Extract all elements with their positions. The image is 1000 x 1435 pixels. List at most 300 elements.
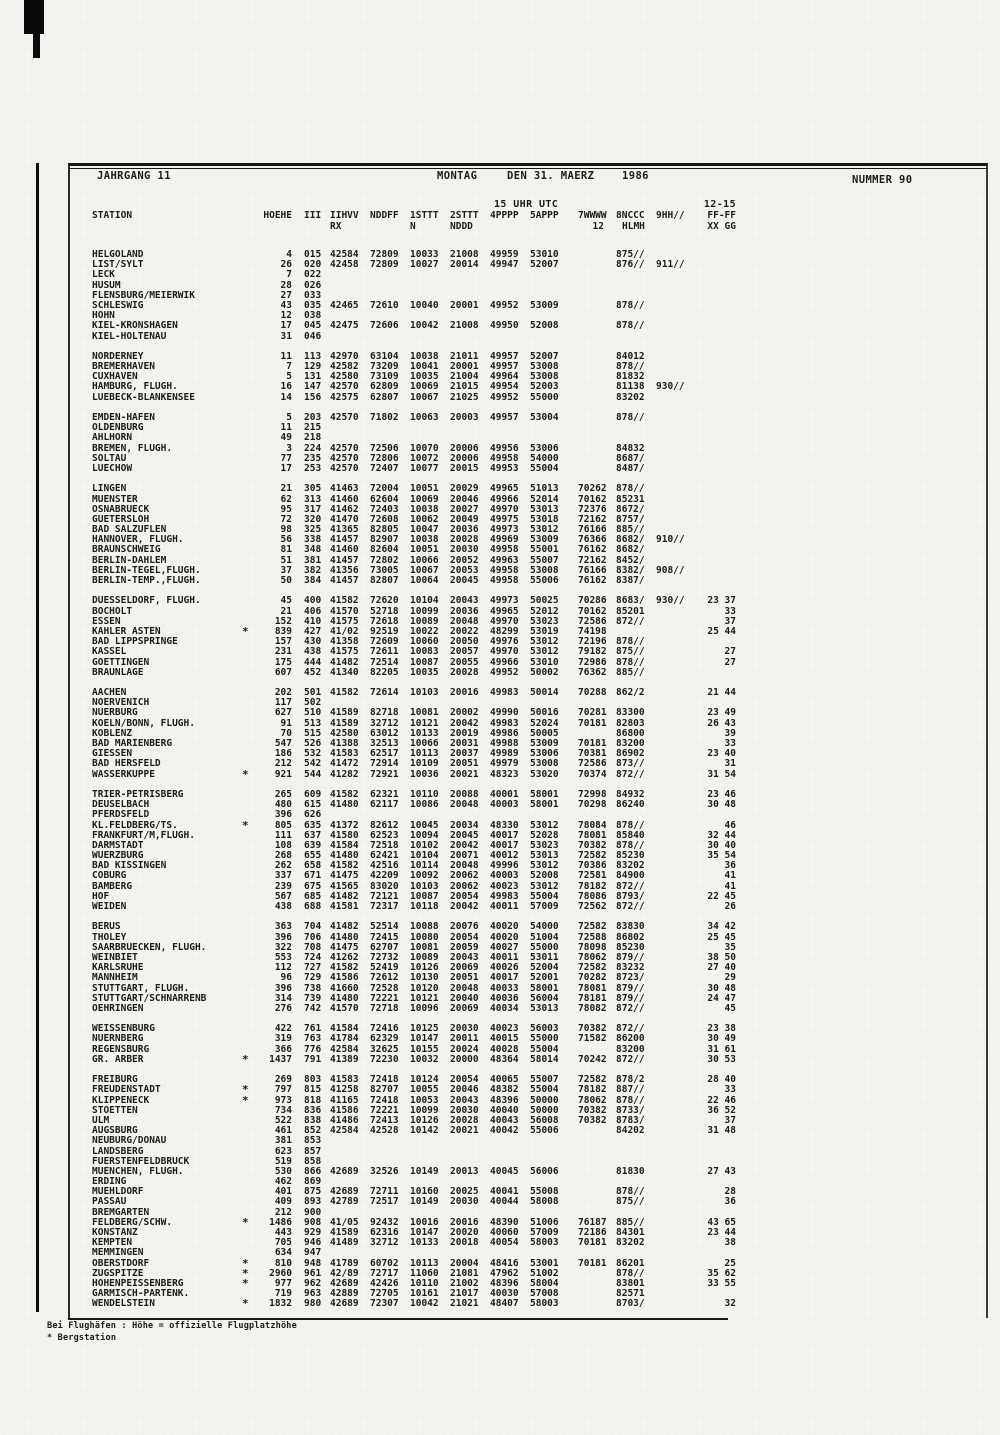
height-value: 157 [274, 636, 292, 648]
group-4pppp: 40017 [490, 972, 519, 984]
station-id: 761 [304, 1023, 322, 1035]
group-2sttt: 20040 [450, 992, 479, 1004]
station-name: DARMSTADT [92, 839, 144, 851]
mountain-station-icon [242, 484, 258, 494]
group-1sttt: 10042 [410, 320, 439, 332]
station-id: 526 [304, 738, 322, 749]
group-9hh [656, 413, 696, 423]
height-value: 43 [280, 299, 292, 311]
group-nddff: 63012 [370, 727, 399, 739]
height-value: 98 [280, 524, 292, 536]
table-row [70, 1106, 986, 1116]
wind-values: 36 [724, 860, 736, 872]
group-8nccc: 862/2 [616, 687, 645, 699]
table-row [70, 576, 986, 586]
mountain-station-icon [242, 1167, 258, 1177]
group-1sttt: 10099 [410, 605, 439, 617]
group-9hh [656, 810, 696, 820]
group-2sttt: 20014 [450, 259, 479, 271]
group-7wwww [570, 382, 616, 392]
group-1sttt: 10120 [410, 982, 439, 994]
station-name: STUTTGART, FLUGH. [92, 982, 190, 994]
wind-values: 25 45 [707, 931, 736, 943]
group-2sttt [450, 423, 490, 433]
height-value: 112 [274, 962, 292, 974]
station-name: KEMPTEN [92, 1237, 133, 1249]
group-8nccc: 878// [616, 1186, 645, 1198]
station-name: MUEHLDORF [92, 1186, 144, 1198]
station-id: 381 [304, 554, 322, 566]
group-7wwww: 72582 [578, 1074, 607, 1086]
wind-values: 30 40 [707, 839, 736, 851]
wind-values: 23 49 [707, 707, 736, 719]
group-8nccc: 84301 [616, 1227, 645, 1238]
group-5appp: 53006 [530, 442, 559, 454]
group-5appp: 56004 [530, 992, 559, 1004]
footer-note-airports: Bei Flughäfen : Höhe = offizielle Flugplatzhöhe [47, 1321, 297, 1331]
group-1sttt: 10080 [410, 931, 439, 943]
group-1sttt: 10032 [410, 1053, 439, 1065]
group-4pppp: 40042 [490, 1125, 519, 1137]
group-9hh [656, 688, 696, 698]
group-8nccc [616, 332, 656, 342]
wind-values: 38 50 [707, 951, 736, 963]
group-2sttt: 21011 [450, 350, 479, 362]
table-row [70, 719, 986, 729]
group-iihvv: 41482 [330, 656, 359, 668]
station-id: 015 [304, 249, 322, 260]
height-value: 319 [274, 1033, 292, 1045]
wind-values: 41 [724, 880, 736, 892]
table-row [70, 515, 986, 525]
group-2sttt: 21021 [450, 1298, 479, 1310]
group-7wwww: 72186 [578, 1227, 607, 1238]
mountain-station-icon [242, 647, 258, 657]
group-5appp: 53008 [530, 758, 559, 770]
group-8nccc: 879// [616, 992, 645, 1004]
group-2sttt: 20062 [450, 880, 479, 892]
group-iihvv: 41340 [330, 666, 359, 678]
mountain-station-icon: * [242, 1266, 249, 1280]
group-iihvv: 41460 [330, 493, 359, 505]
group-1sttt: 10069 [410, 381, 439, 393]
wind-values: 26 43 [707, 717, 736, 729]
group-2sttt: 20031 [450, 738, 479, 749]
group-nddff: 62329 [370, 1033, 399, 1045]
group-7wwww: 78084 [578, 819, 607, 831]
group-9hh [656, 607, 696, 617]
table-row [70, 1045, 986, 1055]
station-name: BERLIN-DAHLEM [92, 554, 167, 566]
group-4pppp: 40011 [490, 951, 519, 963]
station-name: STUTTGART/SCHNARRENB [92, 992, 207, 1004]
wind-values: 41 [724, 870, 736, 882]
group-2sttt: 20016 [450, 687, 479, 699]
height-value: 50 [280, 575, 292, 586]
group-7wwww: 72196 [578, 636, 607, 648]
group-2sttt: 20003 [450, 412, 479, 423]
group-7wwww: 70288 [578, 687, 607, 699]
group-9hh [656, 1085, 696, 1095]
group-7wwww: 70242 [578, 1053, 607, 1065]
group-9hh [656, 332, 696, 342]
group-nddff: 72528 [370, 982, 399, 994]
group-5appp: 54000 [530, 921, 559, 933]
mountain-station-icon [242, 1147, 258, 1157]
wind-values: 36 [724, 1196, 736, 1208]
station-name: KASSEL [92, 646, 127, 658]
group-7wwww: 70262 [578, 483, 607, 495]
table-row [70, 1075, 986, 1085]
group-5appp: 52024 [530, 717, 559, 729]
group-1sttt [410, 1147, 450, 1157]
station-id: 038 [304, 310, 322, 322]
station-name: BREMEN, FLUGH. [92, 442, 173, 454]
group-5appp: 53012 [530, 646, 559, 658]
group-9hh [656, 1075, 696, 1085]
wind-values: 37 [724, 615, 736, 627]
group-iihvv: 41581 [330, 901, 359, 912]
group-2sttt: 20036 [450, 524, 479, 536]
group-7wwww: 72998 [578, 788, 607, 800]
group-nddff: 62421 [370, 850, 399, 862]
mountain-station-icon [242, 423, 258, 433]
group-4pppp [490, 1147, 530, 1157]
group-1sttt: 10149 [410, 1165, 439, 1177]
group-5appp: 50025 [530, 595, 559, 607]
mountain-station-icon [242, 372, 258, 382]
table-row [70, 1116, 986, 1126]
group-7wwww [570, 1289, 616, 1299]
group-8nccc: 84012 [616, 350, 645, 362]
group-nddff: 62517 [370, 748, 399, 760]
group-8nccc: 81832 [616, 371, 645, 383]
height-value: 91 [280, 717, 292, 729]
station-id: 045 [304, 320, 322, 332]
group-5appp [530, 332, 570, 342]
group-iihvv: 41356 [330, 564, 359, 576]
group-8nccc: 878// [616, 1267, 645, 1279]
group-2sttt: 20054 [450, 931, 479, 943]
group-iihvv: 41589 [330, 717, 359, 729]
height-value: 231 [274, 646, 292, 658]
group-8nccc: 86902 [616, 748, 645, 760]
height-value: 797 [274, 1084, 292, 1096]
group-iihvv: 42970 [330, 350, 359, 362]
group-1sttt: 10109 [410, 758, 439, 770]
station-id: 427 [304, 625, 322, 637]
group-2sttt: 21025 [450, 391, 479, 403]
table-row [70, 311, 986, 321]
group-8nccc: 872// [616, 901, 645, 912]
group-9hh [656, 719, 696, 729]
mountain-station-icon [242, 943, 258, 953]
table-row [70, 668, 986, 678]
group-nddff: 72517 [370, 1196, 399, 1208]
volume-label: JAHRGANG 11 [97, 170, 171, 182]
station-id: 218 [304, 432, 322, 444]
col-hlmh: HLMH [622, 220, 645, 232]
table-row [70, 729, 986, 739]
height-value: 363 [274, 921, 292, 933]
station-id: 929 [304, 1227, 322, 1238]
group-5appp: 58001 [530, 799, 559, 811]
group-4pppp: 40065 [490, 1074, 519, 1086]
group-nddff: 72121 [370, 890, 399, 902]
group-2sttt: 20051 [450, 758, 479, 770]
group-iihvv: 41457 [330, 534, 359, 546]
mountain-station-icon [242, 871, 258, 881]
mountain-station-icon [242, 433, 258, 443]
group-5appp: 53023 [530, 615, 559, 627]
group-7wwww: 78062 [578, 1094, 607, 1106]
group-9hh [656, 545, 696, 555]
group-nddff: 72717 [370, 1267, 399, 1279]
height-value: 634 [274, 1247, 292, 1259]
group-1sttt: 10038 [410, 503, 439, 515]
mountain-station-icon [242, 973, 258, 983]
group-2sttt: 21002 [450, 1277, 479, 1289]
group-2sttt: 21008 [450, 249, 479, 260]
station-block [70, 484, 986, 586]
wind-values [696, 270, 740, 280]
group-1sttt: 10070 [410, 442, 439, 454]
group-9hh [656, 922, 696, 932]
group-2sttt: 21004 [450, 371, 479, 383]
group-7wwww [570, 1136, 616, 1146]
group-5appp: 50000 [530, 1094, 559, 1106]
group-1sttt: 10064 [410, 575, 439, 586]
group-4pppp: 49973 [490, 524, 519, 536]
group-4pppp: 49970 [490, 646, 519, 658]
group-1sttt: 10063 [410, 412, 439, 423]
station-id: 253 [304, 462, 322, 474]
group-5appp: 52008 [530, 870, 559, 882]
wind-values: 23 38 [707, 1023, 736, 1035]
mountain-station-icon [242, 1106, 258, 1116]
mountain-station-icon [242, 515, 258, 525]
station-name: LUECHOW [92, 462, 133, 474]
group-2sttt: 20071 [450, 850, 479, 862]
station-name: HOHN [92, 310, 115, 322]
station-name: BAD HERSFELD [92, 758, 161, 770]
group-7wwww [570, 1147, 616, 1157]
station-name: DUESSELDORF, FLUGH. [92, 595, 201, 607]
height-value: 212 [274, 1206, 292, 1218]
height-value: 72 [280, 513, 292, 525]
wind-values [696, 332, 740, 342]
group-7wwww: 72376 [578, 503, 607, 515]
group-iihvv: 41660 [330, 982, 359, 994]
group-nddff: 73209 [370, 361, 399, 373]
group-7wwww: 72588 [578, 931, 607, 943]
group-5appp: 53012 [530, 860, 559, 872]
height-value: 11 [280, 350, 292, 362]
station-id: 791 [304, 1053, 322, 1065]
station-id: 658 [304, 860, 322, 872]
wind-values: 45 [724, 1002, 736, 1014]
station-id: 655 [304, 850, 322, 862]
group-2sttt [450, 281, 490, 291]
group-1sttt: 10089 [410, 615, 439, 627]
group-4pppp [490, 332, 530, 342]
table-row [70, 260, 986, 270]
height-value: 409 [274, 1196, 292, 1208]
station-name: KOBLENZ [92, 727, 133, 739]
group-nddff: 52514 [370, 921, 399, 933]
wind-values: 22 46 [707, 1094, 736, 1106]
mountain-station-icon [242, 1126, 258, 1136]
wind-values: 36 52 [707, 1104, 736, 1116]
group-4pppp: 40001 [490, 788, 519, 800]
group-7wwww: 76166 [578, 564, 607, 576]
group-9hh [656, 994, 696, 1004]
group-iihvv: 41489 [330, 1237, 359, 1249]
group-nddff: 72221 [370, 1104, 399, 1116]
group-4pppp: 48364 [490, 1053, 519, 1065]
wind-values: 30 48 [707, 799, 736, 811]
col-8nccc: 8NCCC [616, 210, 645, 221]
group-5appp: 50014 [530, 687, 559, 699]
period-label: 12-15 [703, 199, 736, 210]
group-1sttt [410, 1136, 450, 1146]
group-7wwww: 70281 [578, 707, 607, 719]
group-nddff: 42516 [370, 860, 399, 872]
group-7wwww: 70162 [578, 605, 607, 617]
group-iihvv [330, 423, 370, 433]
group-1sttt: 10102 [410, 839, 439, 851]
group-9hh [656, 1116, 696, 1126]
mountain-station-icon: * [47, 1333, 53, 1343]
wind-values [696, 393, 740, 403]
station-name: WUERZBURG [92, 850, 144, 862]
height-value: 81 [280, 544, 292, 556]
station-name: LIST/SYLT [92, 259, 144, 271]
height-value: 21 [280, 483, 292, 495]
group-5appp: 57009 [530, 901, 559, 912]
group-4pppp: 40034 [490, 1002, 519, 1014]
group-nddff: 92519 [370, 625, 399, 637]
station-name: LINGEN [92, 483, 127, 495]
group-7wwww: 70282 [578, 972, 607, 984]
station-block [70, 790, 986, 912]
group-4pppp: 49952 [490, 391, 519, 403]
group-4pppp: 49952 [490, 666, 519, 678]
group-2sttt [450, 1147, 490, 1157]
wind-values: 43 65 [707, 1216, 736, 1228]
group-iihvv: 41472 [330, 758, 359, 770]
group-iihvv: 41580 [330, 829, 359, 841]
group-iihvv: 41480 [330, 931, 359, 943]
group-nddff: 72514 [370, 656, 399, 668]
mountain-station-icon [242, 576, 258, 586]
station-block [70, 688, 986, 780]
height-value: 239 [274, 880, 292, 892]
station-table-body [70, 250, 986, 1320]
group-4pppp: 40044 [490, 1196, 519, 1208]
station-id: 532 [304, 748, 322, 760]
station-id: 438 [304, 646, 322, 658]
group-9hh [656, 444, 696, 454]
height-value: 4 [286, 249, 292, 260]
group-iihvv: 41582 [330, 595, 359, 607]
wind-values [696, 1136, 740, 1146]
group-nddff [370, 332, 410, 342]
group-7wwww: 72162 [578, 554, 607, 566]
group-9hh [656, 1218, 696, 1228]
group-7wwww [570, 1126, 616, 1136]
group-9hh [656, 1228, 696, 1238]
table-row [70, 953, 986, 963]
station-id: 738 [304, 982, 322, 994]
group-9hh [656, 1004, 696, 1014]
group-1sttt: 10147 [410, 1033, 439, 1045]
group-4pppp: 40033 [490, 982, 519, 994]
group-2sttt: 20054 [450, 890, 479, 902]
station-name: ZUGSPITZE [92, 1267, 144, 1279]
station-name: COBURG [92, 870, 127, 882]
group-nddff: 32526 [370, 1165, 399, 1177]
group-8nccc: 878// [616, 320, 645, 332]
col-rx: RX [330, 220, 342, 232]
station-id: 815 [304, 1084, 322, 1096]
group-7wwww [570, 423, 616, 433]
group-iihvv: 41575 [330, 615, 359, 627]
wind-values [696, 668, 740, 678]
group-9hh [656, 576, 696, 586]
group-iihvv: 41388 [330, 738, 359, 749]
station-name: REGENSBURG [92, 1043, 150, 1055]
station-block [70, 352, 986, 403]
station-block [70, 922, 986, 1014]
height-value: 45 [280, 595, 292, 607]
group-iihvv: 41589 [330, 1227, 359, 1238]
group-7wwww: 76162 [578, 575, 607, 586]
group-5appp: 53009 [530, 534, 559, 546]
group-9hh: 910// [656, 534, 685, 546]
group-9hh [656, 637, 696, 647]
group-iihvv: 42570 [330, 442, 359, 454]
height-value: 462 [274, 1176, 292, 1188]
table-row [70, 851, 986, 861]
group-8nccc: 875// [616, 646, 645, 658]
height-value: 262 [274, 860, 292, 872]
group-7wwww [570, 321, 616, 331]
height-value: 314 [274, 992, 292, 1004]
group-8nccc: 878/2 [616, 1074, 645, 1086]
table-row [70, 739, 986, 749]
station-name: BRAUNSCHWEIG [92, 544, 161, 556]
group-iihvv: 41457 [330, 575, 359, 586]
mountain-station-icon [242, 535, 258, 545]
station-name: KIEL-KRONSHAGEN [92, 320, 178, 332]
group-4pppp: 49996 [490, 860, 519, 872]
wind-values [696, 281, 740, 291]
table-row [70, 831, 986, 841]
station-name: MANNHEIM [92, 972, 138, 984]
table-row [70, 454, 986, 464]
mountain-station-icon [242, 1136, 258, 1146]
table-row [70, 861, 986, 871]
group-5appp: 54000 [530, 452, 559, 464]
group-4pppp: 49958 [490, 544, 519, 556]
group-1sttt: 10016 [410, 1216, 439, 1228]
station-id: 510 [304, 707, 322, 719]
table-row [70, 413, 986, 423]
group-8nccc: 875// [616, 249, 645, 260]
group-7wwww [570, 332, 616, 342]
group-8nccc: 84900 [616, 870, 645, 882]
